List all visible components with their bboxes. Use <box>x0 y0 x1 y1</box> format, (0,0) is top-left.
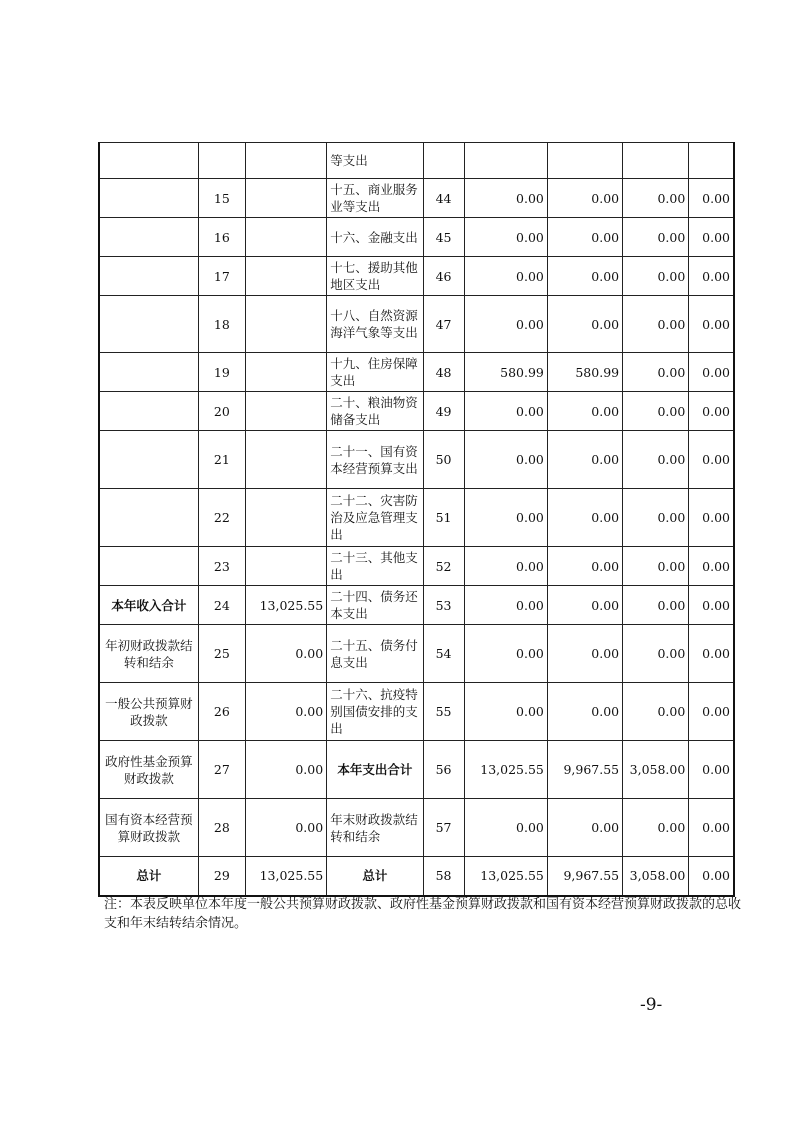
income-amount <box>245 218 326 257</box>
expense-item: 二十四、债务还本支出 <box>327 586 423 625</box>
expense-item: 十九、住房保障支出 <box>327 353 423 392</box>
table-row <box>99 799 734 857</box>
state-capital: 0.00 <box>689 683 734 741</box>
table-row <box>99 143 734 179</box>
expense-total: 0.00 <box>464 799 547 857</box>
income-amount <box>245 547 326 586</box>
table-row <box>99 179 734 218</box>
income-line-no: 22 <box>198 489 245 547</box>
gov-fund: 0.00 <box>623 489 689 547</box>
expense-total: 0.00 <box>464 625 547 683</box>
gov-fund: 0.00 <box>623 218 689 257</box>
income-amount: 0.00 <box>245 799 326 857</box>
general-budget: 0.00 <box>547 257 622 296</box>
general-budget: 580.99 <box>547 353 622 392</box>
state-capital: 0.00 <box>689 799 734 857</box>
income-amount <box>245 296 326 353</box>
income-amount: 0.00 <box>245 741 326 799</box>
income-item <box>99 257 198 296</box>
expense-line-no <box>423 143 464 179</box>
expense-line-no: 52 <box>423 547 464 586</box>
gov-fund: 0.00 <box>623 431 689 489</box>
income-item: 总计 <box>99 857 198 896</box>
expense-line-no: 56 <box>423 741 464 799</box>
general-budget: 0.00 <box>547 296 622 353</box>
general-budget: 9,967.55 <box>547 741 622 799</box>
expense-line-no: 50 <box>423 431 464 489</box>
gov-fund <box>623 143 689 179</box>
expense-line-no: 46 <box>423 257 464 296</box>
income-line-no: 25 <box>198 625 245 683</box>
expense-line-no: 44 <box>423 179 464 218</box>
expense-total: 0.00 <box>464 431 547 489</box>
table-row <box>99 353 734 392</box>
general-budget: 0.00 <box>547 431 622 489</box>
table-row <box>99 431 734 489</box>
expense-total: 0.00 <box>464 179 547 218</box>
expense-total: 0.00 <box>464 586 547 625</box>
expense-total: 0.00 <box>464 257 547 296</box>
income-item <box>99 353 198 392</box>
income-amount: 0.00 <box>245 625 326 683</box>
income-line-no: 16 <box>198 218 245 257</box>
income-amount <box>245 179 326 218</box>
income-amount: 0.00 <box>245 683 326 741</box>
gov-fund: 0.00 <box>623 586 689 625</box>
general-budget: 0.00 <box>547 586 622 625</box>
fiscal-appropriation-table <box>98 142 735 897</box>
gov-fund: 0.00 <box>623 392 689 431</box>
expense-line-no: 45 <box>423 218 464 257</box>
table-row <box>99 741 734 799</box>
expense-item: 十七、援助其他地区支出 <box>327 257 423 296</box>
income-line-no: 21 <box>198 431 245 489</box>
income-amount <box>245 489 326 547</box>
expense-total: 13,025.55 <box>464 741 547 799</box>
general-budget: 9,967.55 <box>547 857 622 896</box>
expense-total: 0.00 <box>464 296 547 353</box>
expense-item: 二十六、抗疫特别国债安排的支出 <box>327 683 423 741</box>
expense-item: 十八、自然资源海洋气象等支出 <box>327 296 423 353</box>
income-amount: 13,025.55 <box>245 857 326 896</box>
state-capital: 0.00 <box>689 547 734 586</box>
state-capital: 0.00 <box>689 218 734 257</box>
income-line-no: 18 <box>198 296 245 353</box>
income-line-no: 19 <box>198 353 245 392</box>
expense-item: 年末财政拨款结转和结余 <box>327 799 423 857</box>
income-item: 国有资本经营预算财政拨款 <box>99 799 198 857</box>
expense-total: 0.00 <box>464 218 547 257</box>
state-capital: 0.00 <box>689 257 734 296</box>
expense-item: 二十二、灾害防治及应急管理支出 <box>327 489 423 547</box>
expense-item: 二十、粮油物资储备支出 <box>327 392 423 431</box>
general-budget: 0.00 <box>547 179 622 218</box>
income-item <box>99 431 198 489</box>
income-line-no: 26 <box>198 683 245 741</box>
income-line-no <box>198 143 245 179</box>
expense-line-no: 53 <box>423 586 464 625</box>
table-body <box>99 143 734 896</box>
income-line-no: 28 <box>198 799 245 857</box>
general-budget <box>547 143 622 179</box>
table-row <box>99 625 734 683</box>
expense-total <box>464 143 547 179</box>
income-line-no: 27 <box>198 741 245 799</box>
expense-line-no: 55 <box>423 683 464 741</box>
gov-fund: 3,058.00 <box>623 857 689 896</box>
gov-fund: 3,058.00 <box>623 741 689 799</box>
expense-item: 十五、商业服务业等支出 <box>327 179 423 218</box>
general-budget: 0.00 <box>547 799 622 857</box>
table-row <box>99 683 734 741</box>
table-note: 注：本表反映单位本年度一般公共预算财政拨款、政府性基金预算财政拨款和国有资本经营预算财政拨款的总收支和年末结转结余情况。 <box>104 897 742 931</box>
state-capital: 0.00 <box>689 392 734 431</box>
expense-item: 总计 <box>327 857 423 896</box>
general-budget: 0.00 <box>547 392 622 431</box>
gov-fund: 0.00 <box>623 296 689 353</box>
state-capital: 0.00 <box>689 586 734 625</box>
income-item <box>99 392 198 431</box>
gov-fund: 0.00 <box>623 353 689 392</box>
income-item: 本年收入合计 <box>99 586 198 625</box>
expense-line-no: 48 <box>423 353 464 392</box>
expense-item: 二十三、其他支出 <box>327 547 423 586</box>
expense-item: 二十一、国有资本经营预算支出 <box>327 431 423 489</box>
income-amount <box>245 143 326 179</box>
expense-item: 二十五、债务付息支出 <box>327 625 423 683</box>
state-capital: 0.00 <box>689 353 734 392</box>
income-item <box>99 296 198 353</box>
state-capital <box>689 143 734 179</box>
income-amount <box>245 431 326 489</box>
income-item <box>99 218 198 257</box>
expense-line-no: 57 <box>423 799 464 857</box>
income-line-no: 23 <box>198 547 245 586</box>
expense-line-no: 58 <box>423 857 464 896</box>
expense-total: 0.00 <box>464 683 547 741</box>
expense-total: 0.00 <box>464 392 547 431</box>
table-row <box>99 296 734 353</box>
state-capital: 0.00 <box>689 431 734 489</box>
income-line-no: 24 <box>198 586 245 625</box>
income-item: 年初财政拨款结转和结余 <box>99 625 198 683</box>
page-number: -9- <box>640 995 663 1015</box>
income-line-no: 20 <box>198 392 245 431</box>
gov-fund: 0.00 <box>623 547 689 586</box>
state-capital: 0.00 <box>689 179 734 218</box>
income-amount <box>245 353 326 392</box>
income-amount: 13,025.55 <box>245 586 326 625</box>
expense-line-no: 51 <box>423 489 464 547</box>
table-row <box>99 257 734 296</box>
state-capital: 0.00 <box>689 489 734 547</box>
state-capital: 0.00 <box>689 857 734 896</box>
income-line-no: 29 <box>198 857 245 896</box>
gov-fund: 0.00 <box>623 799 689 857</box>
expense-line-no: 47 <box>423 296 464 353</box>
income-line-no: 17 <box>198 257 245 296</box>
general-budget: 0.00 <box>547 683 622 741</box>
income-item <box>99 143 198 179</box>
gov-fund: 0.00 <box>623 257 689 296</box>
gov-fund: 0.00 <box>623 625 689 683</box>
gov-fund: 0.00 <box>623 683 689 741</box>
expense-total: 13,025.55 <box>464 857 547 896</box>
table-row <box>99 392 734 431</box>
income-item <box>99 179 198 218</box>
expense-line-no: 49 <box>423 392 464 431</box>
income-item: 政府性基金预算财政拨款 <box>99 741 198 799</box>
state-capital: 0.00 <box>689 741 734 799</box>
expense-item: 本年支出合计 <box>327 741 423 799</box>
income-amount <box>245 257 326 296</box>
general-budget: 0.00 <box>547 625 622 683</box>
general-budget: 0.00 <box>547 547 622 586</box>
income-item <box>99 547 198 586</box>
state-capital: 0.00 <box>689 625 734 683</box>
table-row <box>99 857 734 896</box>
expense-total: 0.00 <box>464 489 547 547</box>
table-row <box>99 586 734 625</box>
general-budget: 0.00 <box>547 218 622 257</box>
income-amount <box>245 392 326 431</box>
state-capital: 0.00 <box>689 296 734 353</box>
income-item <box>99 489 198 547</box>
income-line-no: 15 <box>198 179 245 218</box>
expense-line-no: 54 <box>423 625 464 683</box>
general-budget: 0.00 <box>547 489 622 547</box>
table-row <box>99 547 734 586</box>
expense-total: 580.99 <box>464 353 547 392</box>
expense-item: 等支出 <box>327 143 423 179</box>
table-row <box>99 218 734 257</box>
gov-fund: 0.00 <box>623 179 689 218</box>
income-item: 一般公共预算财政拨款 <box>99 683 198 741</box>
expense-item: 十六、金融支出 <box>327 218 423 257</box>
table-row <box>99 489 734 547</box>
expense-total: 0.00 <box>464 547 547 586</box>
